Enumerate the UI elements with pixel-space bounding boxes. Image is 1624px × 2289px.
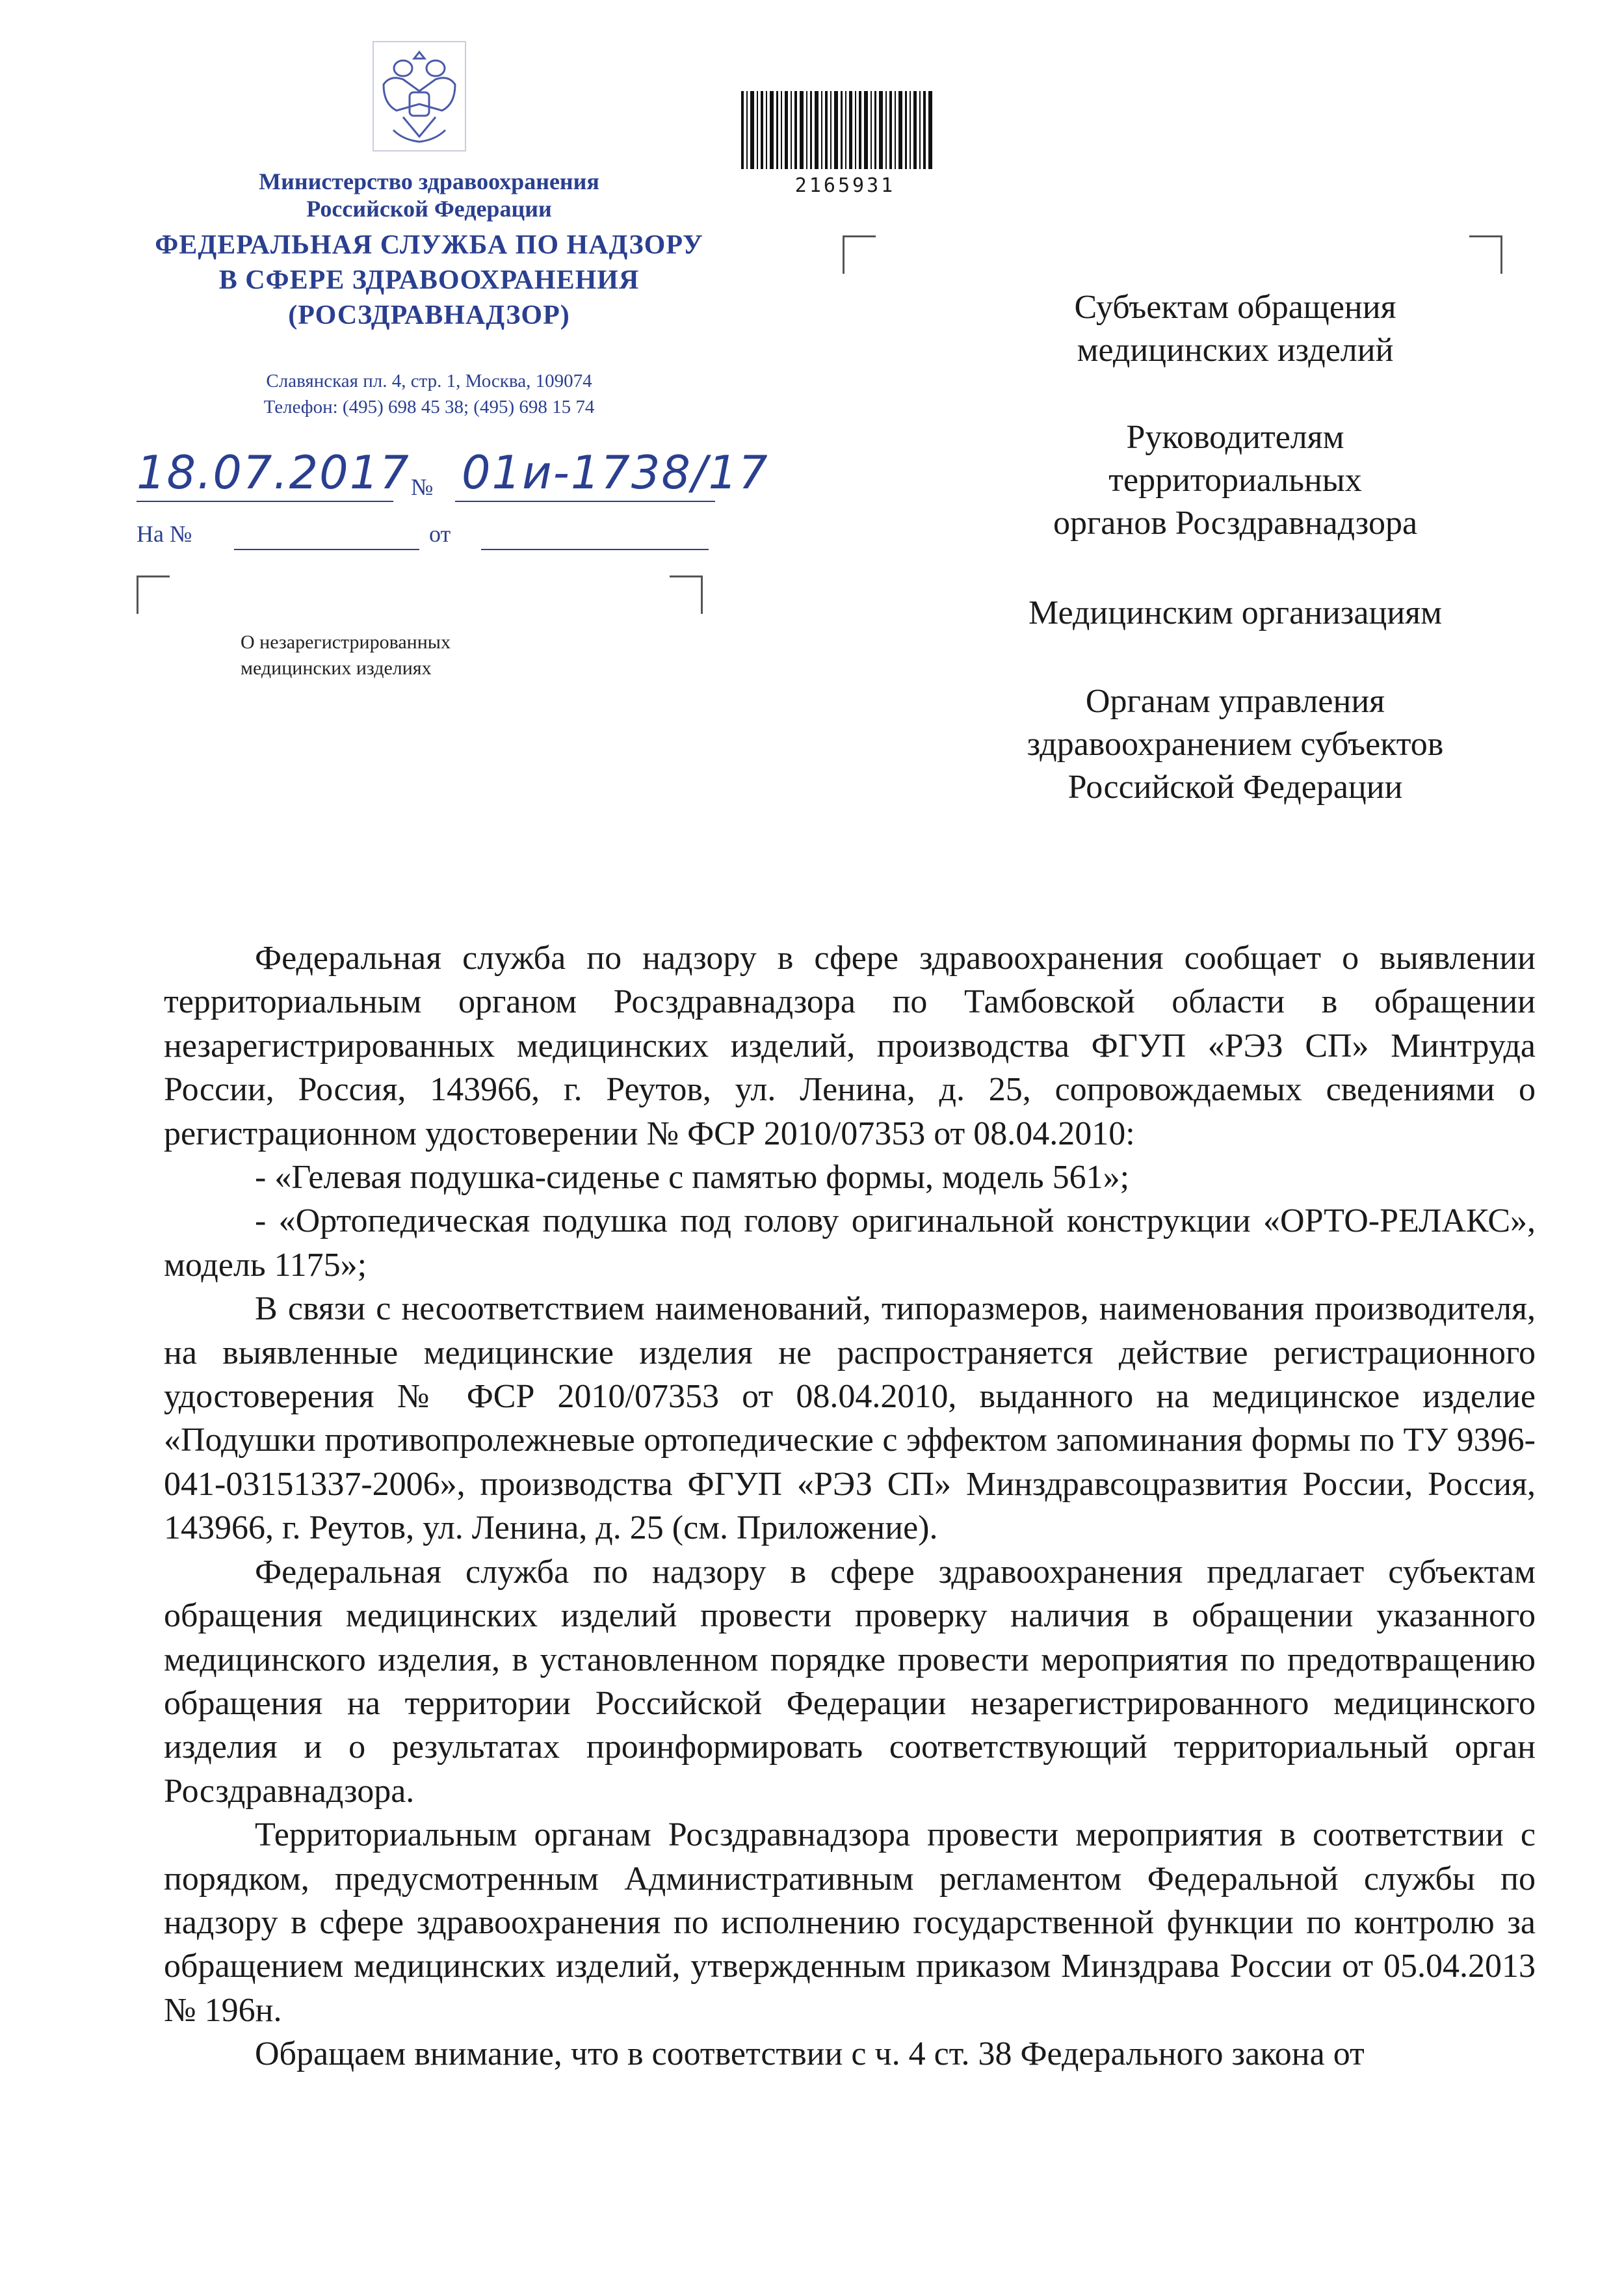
product-item: - «Гелевая подушка-сиденье с памятью формы, модель 561»; (255, 1159, 1130, 1197)
recipient-line: Российской Федерации (1067, 769, 1403, 806)
ministry-line-1: Министерство здравоохранения (259, 168, 599, 194)
body-paragraph: Федеральная служба по надзору в сфере здравоохранения предлагает субъектам обращения медицинских изделий провести проверку наличия в обращении указанного медицинского изделия, в установленном порядке провести мероприятия по предотвращению обращения на территории Российской Федерации незарегистрированного медицинского изделия и о результатах проинформировать соответствующий территориальный орган Росздравнадзора. (164, 1553, 1536, 1810)
letter-body (164, 936, 1536, 2076)
recipient-line: Органам управления (1085, 683, 1385, 720)
recipients-bracket-right (1469, 235, 1502, 274)
reply-reference-row (137, 520, 709, 559)
recipient-line: Медицинским организациям (1028, 594, 1442, 631)
service-name (91, 228, 767, 333)
coat-of-arms-emblem (364, 39, 475, 156)
ministry-line-2: Российской Федерации (306, 196, 552, 222)
recipient-group-3 (936, 592, 1534, 635)
reply-date-blank (481, 549, 709, 550)
reply-number-blank (234, 549, 419, 550)
number-sign: № (411, 474, 434, 500)
recipient-group-4 (936, 680, 1534, 809)
recipient-line: органов Росздравнадзора (1053, 505, 1418, 542)
registration-row (137, 446, 769, 507)
registration-number: 01и-1738/17 (462, 446, 769, 499)
recipient-line: территориальных (1108, 462, 1362, 499)
ministry-name (156, 168, 702, 222)
service-line-2: В СФЕРЕ ЗДРАВООХРАНЕНИЯ (218, 265, 640, 295)
body-paragraph: Территориальным органам Росздравнадзора провести мероприятия в соответствии с порядком, предусмотренным Административным регламентом Федеральной службы по надзору в сфере здравоохранения по исполнению государственной функции по контролю за обращением медицинских изделий, утвержденным приказом Минздрава России от 05.04.2013 № 196н. (164, 1816, 1536, 2029)
date-underline (137, 501, 393, 502)
subject-bracket-left (137, 576, 170, 614)
recipient-line: Субъектам обращения (1074, 289, 1396, 326)
recipient-group-2 (936, 416, 1534, 545)
address-line: Славянская пл. 4, стр. 1, Москва, 109074 (266, 371, 592, 391)
recipient-group-1 (936, 286, 1534, 372)
body-paragraph: Федеральная служба по надзору в сфере здравоохранения сообщает о выявлении территориальным органом Росздравнадзора по Тамбовской области в обращении незарегистрированных медицинских изделий, производства ФГУП «РЭЗ СП» Минтруда России, Россия, 143966, г. Реутов, ул. Ленина, д. 25, сопровождаемых сведениями о регистрационном удостоверении № ФСР 2010/07353 от 08.04.2010: (164, 940, 1536, 1152)
body-paragraph: В связи с несоответствием наименований, типоразмеров, наименования производителя, на выявленные медицинские изделия не распространяется действие регистрационного удостоверения № ФСР 2010/07353 от 08.04.2010, выданного на медицинское изделие «Подушки противопролежневые ортопедические с эффектом запоминания формы по ТУ 9396-041-03151337-2006», производства ФГУП «РЭЗ СП» Минздравсоцразвития России, Россия, 143966, г. Реутов, ул. Ленина, д. 25 (см. Приложение). (164, 1290, 1536, 1547)
letter-subject (241, 629, 451, 681)
recipients-bracket-left (843, 235, 876, 274)
from-label: от (429, 521, 451, 547)
barcode-number: 2165931 (794, 174, 896, 197)
body-paragraph: Обращаем внимание, что в соответствии с ч. 4 ст. 38 Федерального закона от (255, 2035, 1365, 2073)
registration-date: 18.07.2017 (137, 446, 410, 499)
subject-line-2: медицинских изделиях (241, 657, 432, 679)
number-underline (455, 501, 715, 502)
contact-block (143, 368, 715, 420)
recipient-line: Руководителям (1126, 419, 1344, 456)
phone-line: Телефон: (495) 698 45 38; (495) 698 15 74 (263, 397, 595, 417)
subject-line-1: О незарегистрированных (241, 631, 451, 653)
reply-to-label: На № (137, 521, 192, 547)
product-item: - «Ортопедическая подушка под голову оригинальной конструкции «ОРТО-РЕЛАКС», модель 1175»; (164, 1202, 1536, 1284)
subject-bracket-right (670, 576, 703, 614)
recipient-line: медицинских изделий (1077, 332, 1394, 369)
recipient-line: здравоохранением субъектов (1027, 726, 1444, 763)
service-line-3: (РОСЗДРАВНАДЗОР) (288, 300, 570, 330)
service-line-1: ФЕДЕРАЛЬНАЯ СЛУЖБА ПО НАДЗОРУ (155, 230, 703, 260)
